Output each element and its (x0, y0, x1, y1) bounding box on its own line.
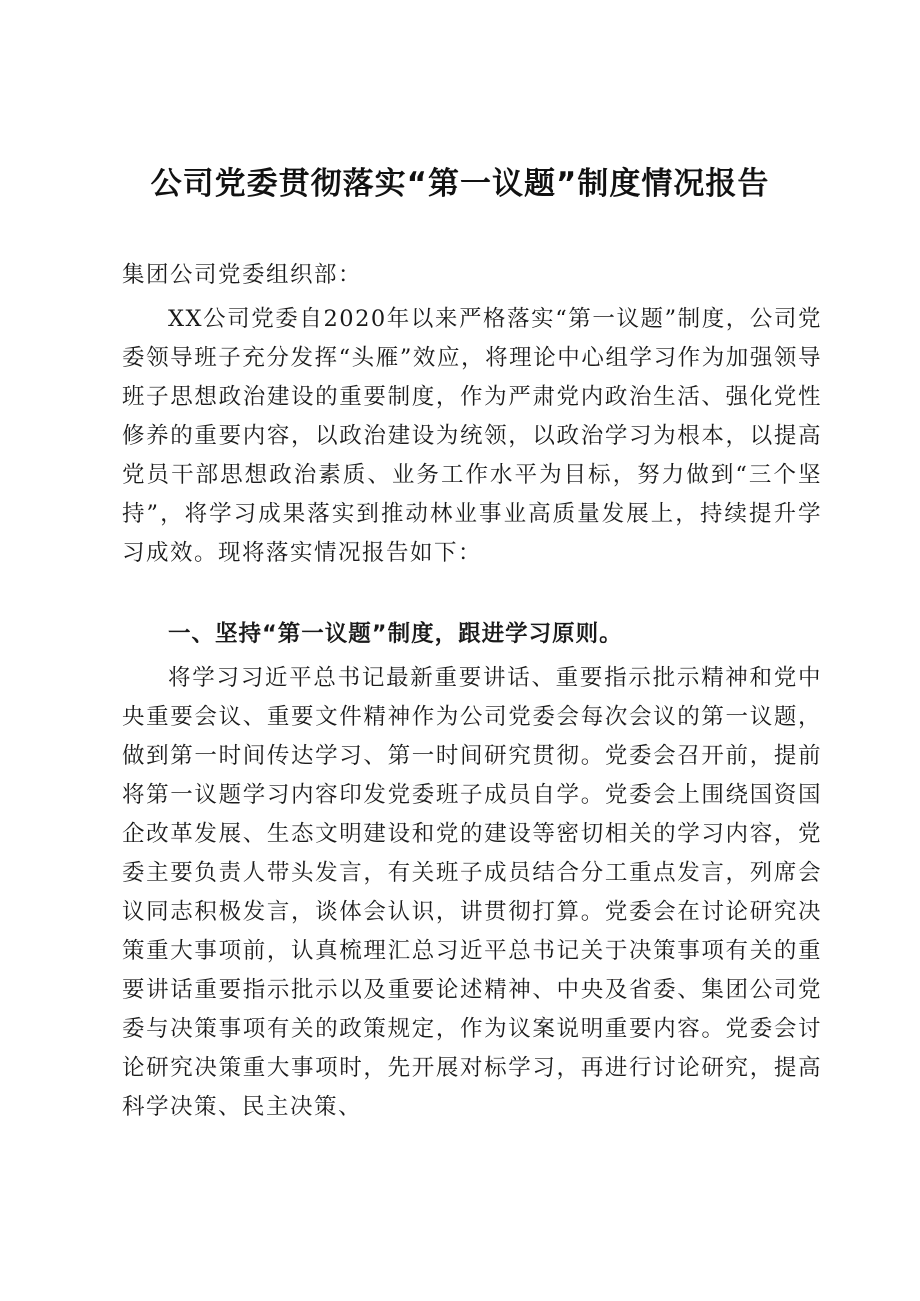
section-heading-1: 一、坚持“第一议题”制度，跟进学习原则。 (168, 621, 623, 647)
document-title: 公司党委贯彻落实“第一议题”制度情况报告 (150, 166, 770, 202)
paragraph-intro: XX公司党委自2020年以来严格落实“第一议题”制度，公司党委领导班子充分发挥“头雁”效应，将理论中心组学习作为加强领导班子思想政治建设的重要制度，作为严肃党内政治生活、强化党性修养的重要内容，以政治建设为统领，以政治学习为根本，以提高党员干部思想政治素质、业务工作水平为目标，努力做到“三个坚持”，将学习成果落实到推动林业事业高质量发展上，持续提升学习成效。现将落实情况报告如下： (122, 306, 822, 566)
salutation: 集团公司党委组织部： (122, 262, 363, 288)
paragraph-section-1: 将学习习近平总书记最新重要讲话、重要指示批示精神和党中央重要会议、重要文件精神作为公司党委会每次会议的第一议题，做到第一时间传达学习、第一时间研究贯彻。党委会召开前，提前将第一议题学习内容印发党委班子成员自学。党委会上围绕国资国企改革发展、生态文明建设和党的建设等密切相关的学习内容，党委主要负责人带头发言，有关班子成员结合分工重点发言，列席会议同志积极发言，谈体会认识，讲贯彻打算。党委会在讨论研究决策重大事项前，认真梳理汇总习近平总书记关于决策事项有关的重要讲话重要指示批示以及重要论述精神、中央及省委、集团公司党委与决策事项有关的政策规定，作为议案说明重要内容。党委会讨论研究决策重大事项时，先开展对标学习，再进行讨论研究，提高科学决策、民主决策、 (122, 665, 822, 1120)
